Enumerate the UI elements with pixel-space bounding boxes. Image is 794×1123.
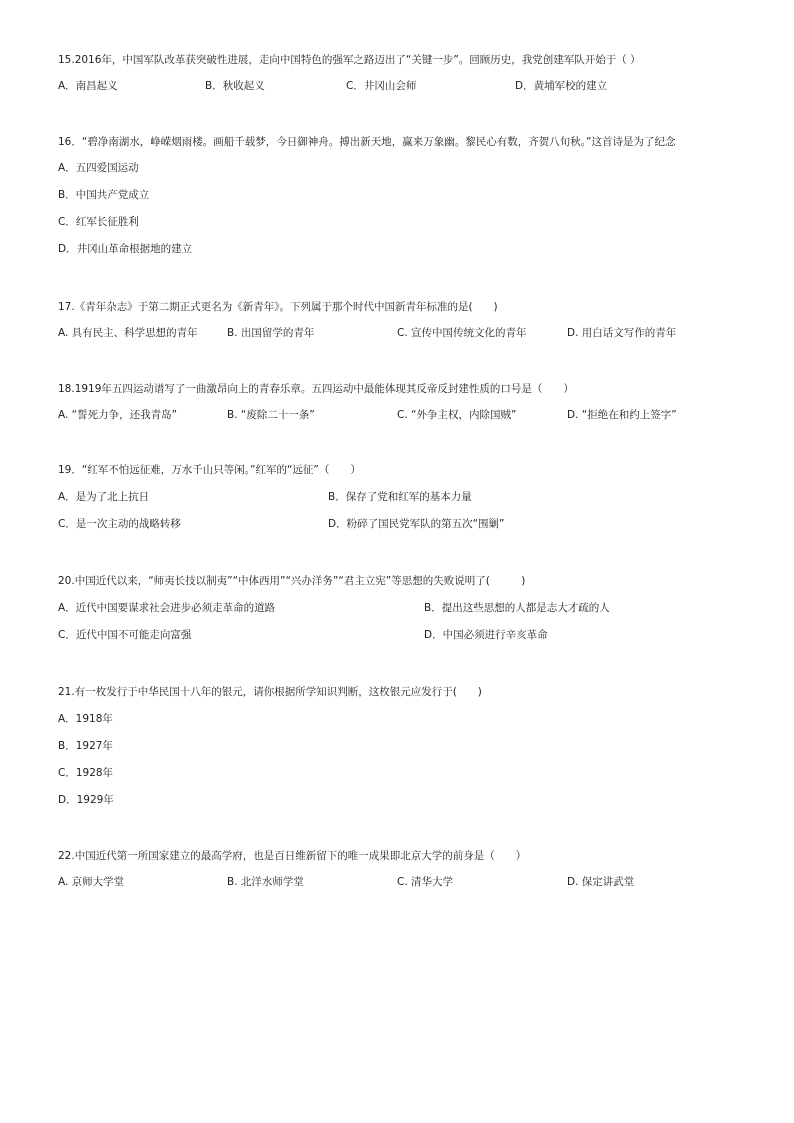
- option-a[interactable]: A. 具有民主、科学思想的青年: [58, 327, 198, 339]
- option-a[interactable]: A．1918年: [58, 713, 113, 725]
- question-stem: 21.有一枚发行于中华民国十八年的银元，请你根据所学知识判断，这枚银元应发行于( ): [58, 686, 482, 698]
- option-a[interactable]: A．是为了北上抗日: [58, 491, 150, 503]
- option-a[interactable]: A．五四爱国运动: [58, 162, 139, 174]
- option-c[interactable]: C．1928年: [58, 767, 114, 779]
- question-22: [58, 851, 748, 891]
- option-b[interactable]: B. “废除二十一条”: [227, 409, 315, 421]
- question-stem: 17.《青年杂志》于第二期正式更名为《新青年》。下列属于那个时代中国新青年标准的是( ): [58, 301, 498, 313]
- option-d[interactable]: D．粉碎了国民党军队的第五次“围剿”: [328, 518, 505, 530]
- option-c[interactable]: C．是一次主动的战略转移: [58, 518, 181, 530]
- question-21: [58, 687, 748, 809]
- option-d[interactable]: D．井冈山革命根据地的建立: [58, 243, 193, 255]
- option-a[interactable]: A．南昌起义: [58, 80, 118, 92]
- option-d[interactable]: D. 保定讲武堂: [567, 876, 635, 888]
- options-row: [58, 328, 748, 342]
- options-row: [58, 410, 748, 424]
- question-15: [58, 55, 748, 95]
- options-row: [58, 603, 748, 617]
- option-b[interactable]: B. 出国留学的青年: [227, 327, 315, 339]
- options-row: [58, 519, 748, 533]
- question-stem: 15.2016年，中国军队改革获突破性进展，走向中国特色的强军之路迈出了“关键一步”。回顾历史，我党创建军队开始于（ ）: [58, 54, 641, 66]
- options-row: [58, 492, 748, 506]
- option-c[interactable]: C. “外争主权，内除国贼”: [397, 409, 517, 421]
- option-a[interactable]: A. “誓死力争，还我青岛”: [58, 409, 178, 421]
- option-d[interactable]: D．黄埔军校的建立: [515, 80, 608, 92]
- option-d[interactable]: D．1929年: [58, 794, 114, 806]
- option-a[interactable]: A．近代中国要谋求社会进步必须走革命的道路: [58, 602, 276, 614]
- question-18: [58, 384, 748, 424]
- question-stem: 18.1919年五四运动谱写了一曲激昂向上的青春乐章。五四运动中最能体现其反帝反封建性质的口号是（ ）: [58, 383, 574, 395]
- options-list: [58, 163, 748, 258]
- option-c[interactable]: C. 清华大学: [397, 876, 454, 888]
- options-row: [58, 81, 748, 95]
- option-b[interactable]: B. 北洋水师学堂: [227, 876, 304, 888]
- question-stem: 22.中国近代第一所国家建立的最高学府，也是百日维新留下的唯一成果即北京大学的前身是（ ）: [58, 850, 527, 862]
- option-c[interactable]: C．红军长征胜利: [58, 216, 139, 228]
- option-d[interactable]: D．中国必须进行辛亥革命: [424, 629, 548, 641]
- options-row: [58, 630, 748, 644]
- option-d[interactable]: D. 用白话文写作的青年: [567, 327, 677, 339]
- question-stem: 19．“红军不怕远征难，万水千山只等闲。”红军的“远征”（ ）: [58, 464, 361, 476]
- question-17: [58, 302, 748, 342]
- option-b[interactable]: B．保存了党和红军的基本力量: [328, 491, 472, 503]
- question-20: [58, 576, 748, 644]
- question-16: [58, 137, 748, 258]
- option-b[interactable]: B．1927年: [58, 740, 113, 752]
- options-list: [58, 714, 748, 809]
- option-a[interactable]: A. 京师大学堂: [58, 876, 125, 888]
- question-stem: 20.中国近代以来，“师夷长技以制夷”“中体西用”“兴办洋务”“君主立宪”等思想的失败说明了( ): [58, 575, 526, 587]
- option-c[interactable]: C．井冈山会师: [346, 80, 417, 92]
- option-b[interactable]: B．中国共产党成立: [58, 189, 150, 201]
- option-d[interactable]: D. “拒绝在和约上签字”: [567, 409, 677, 421]
- option-c[interactable]: C．近代中国不可能走向富强: [58, 629, 192, 641]
- question-19: [58, 465, 748, 533]
- option-c[interactable]: C. 宣传中国传统文化的青年: [397, 327, 527, 339]
- option-b[interactable]: B．提出这些思想的人都是志大才疏的人: [424, 602, 610, 614]
- question-stem: 16．“碧净南湖水，峥嵘烟雨楼。画船千载梦，今日御神舟。搏出新天地，赢来万象幽。黎民心有数，齐贺八旬秋。”这首诗是为了纪念: [58, 136, 676, 148]
- option-b[interactable]: B．秋收起义: [205, 80, 265, 92]
- options-row: [58, 877, 748, 891]
